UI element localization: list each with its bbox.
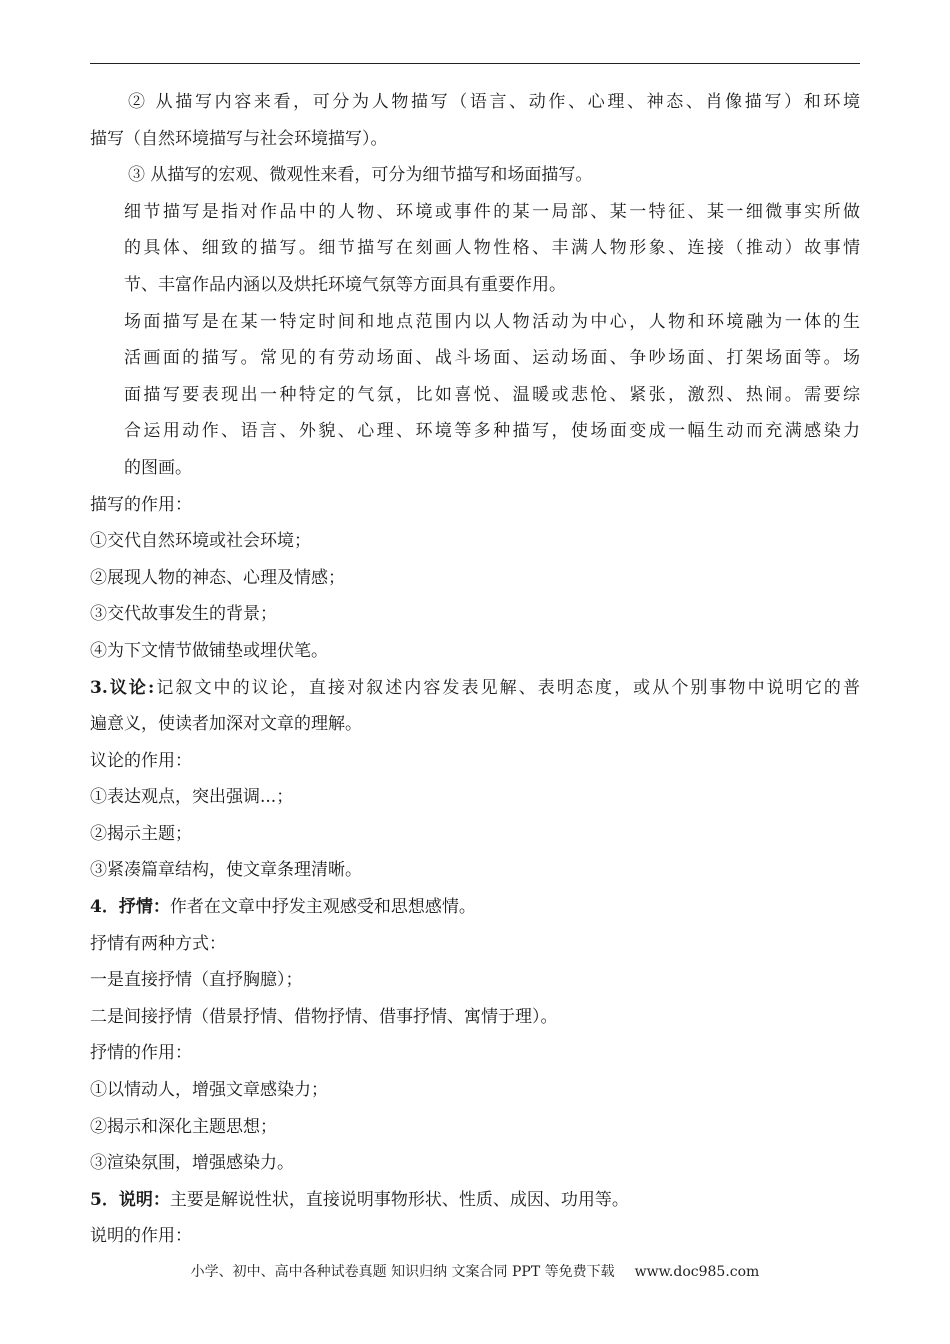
paragraph-line: 活画面的描写。常见的有劳动场面、战斗场面、运动场面、争吵场面、打架场面等。场 bbox=[124, 348, 860, 369]
paragraph-line: ③ 从描写的宏观、微观性来看，可分为细节描写和场面描写。 bbox=[128, 165, 593, 186]
section-text: 主要是解说性状，直接说明事物形状、性质、成因、功用等。 bbox=[169, 1189, 629, 1210]
list-item: ①交代自然环境或社会环境； bbox=[90, 531, 311, 552]
section-subtitle: 抒情有两种方式： bbox=[90, 933, 226, 954]
list-item: ②展现人物的神态、心理及情感； bbox=[90, 567, 345, 588]
section-heading-line bbox=[90, 889, 860, 926]
paragraph-line: 遍意义，使读者加深对文章的理解。 bbox=[90, 714, 362, 735]
paragraph-line: 的图画。 bbox=[124, 457, 192, 478]
list-item: ①表达观点，突出强调...； bbox=[90, 787, 294, 808]
section-heading: 3.议论: bbox=[90, 677, 155, 698]
section-subtitle: 说明的作用： bbox=[90, 1226, 192, 1247]
document-body bbox=[90, 84, 860, 1255]
list-item: ①以情动人，增强文章感染力； bbox=[90, 1080, 328, 1101]
list-item: ③渲染氛围，增强感染力。 bbox=[90, 1153, 294, 1174]
section-heading-line bbox=[90, 1182, 860, 1219]
paragraph-line: 场面描写是在某一特定时间和地点范围内以人物活动为中心，人物和环境融为一体的生 bbox=[124, 311, 860, 332]
list-item: ②揭示和深化主题思想； bbox=[90, 1116, 277, 1137]
paragraph-line: 面描写要表现出一种特定的气氛，比如喜悦、温暖或悲怆、紧张，激烈、热闹。需要综 bbox=[124, 384, 860, 405]
header-rule bbox=[90, 63, 860, 64]
section-text: 记叙文中的议论，直接对叙述内容发表见解、表明态度，或从个别事物中说明它的普 bbox=[154, 677, 860, 698]
footer-link[interactable]: www.doc985.com bbox=[634, 1264, 760, 1280]
paragraph-line: 细节描写是指对作品中的人物、环境或事件的某一局部、某一特征、某一细微事实所做 bbox=[124, 201, 860, 222]
paragraph-line: 的具体、细致的描写。细节描写在刻画人物性格、丰满人物形象、连接（推动）故事情 bbox=[124, 238, 860, 259]
paragraph-line: 描写（自然环境描写与社会环境描写）。 bbox=[90, 128, 388, 149]
paragraph-line: 合运用动作、语言、外貌、心理、环境等多种描写，使场面变成一幅生动而充满感染力 bbox=[124, 421, 860, 442]
paragraph-line: ② 从描写内容来看，可分为人物描写（语言、动作、心理、神态、肖像描写）和环境 bbox=[128, 92, 860, 112]
section-subtitle: 描写的作用： bbox=[90, 494, 192, 515]
footer-text: 小学、初中、高中各种试卷真题 知识归纳 文案合同 PPT 等免费下载 bbox=[190, 1264, 615, 1280]
section-text: 作者在文章中抒发主观感受和思想感情。 bbox=[169, 897, 476, 918]
page-footer bbox=[0, 1261, 950, 1281]
list-item: 一是直接抒情（直抒胸臆）； bbox=[90, 970, 303, 991]
list-item: ④为下文情节做铺垫或埋伏笔。 bbox=[90, 640, 328, 661]
section-subtitle: 抒情的作用： bbox=[90, 1043, 192, 1064]
list-item: ②揭示主题； bbox=[90, 823, 192, 844]
paragraph-line: 节、丰富作品内涵以及烘托环境气氛等方面具有重要作用。 bbox=[124, 274, 566, 295]
section-subtitle: 议论的作用： bbox=[90, 750, 192, 771]
list-item: ③紧凑篇章结构，使文章条理清晰。 bbox=[90, 860, 362, 881]
list-item: ③交代故事发生的背景； bbox=[90, 604, 277, 625]
list-item: 二是间接抒情（借景抒情、借物抒情、借事抒情、寓情于理）。 bbox=[90, 1006, 558, 1027]
section-heading: 5．说明： bbox=[90, 1189, 170, 1210]
section-heading: 4．抒情： bbox=[90, 897, 170, 918]
section-heading-line bbox=[90, 670, 860, 707]
